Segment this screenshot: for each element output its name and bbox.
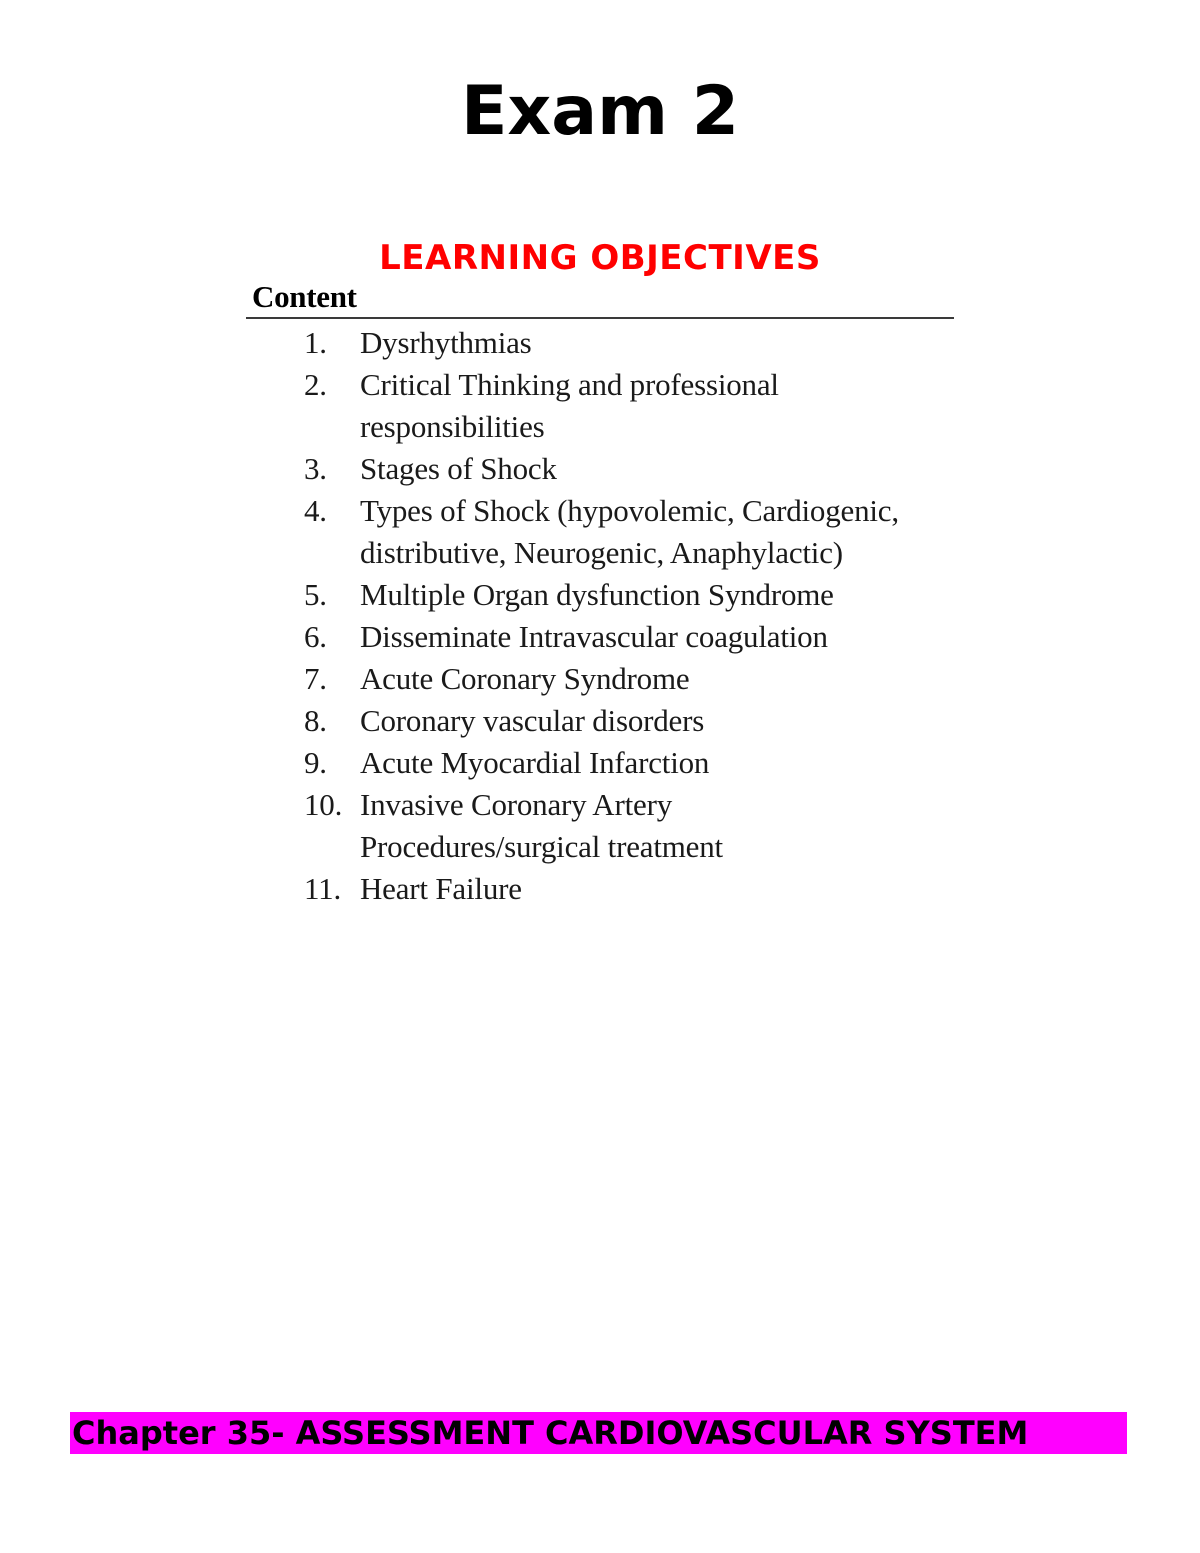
objective-number: 6. bbox=[304, 619, 327, 654]
objective-number: 11. bbox=[304, 871, 341, 906]
content-label: Content bbox=[252, 279, 357, 314]
objective-item bbox=[304, 868, 954, 910]
objective-item bbox=[304, 700, 954, 742]
objective-text: Types of Shock (hypovolemic, Cardiogenic, distributive, Neurogenic, Anaphylactic) bbox=[360, 493, 899, 570]
objective-text: Disseminate Intravascular coagulation bbox=[360, 619, 828, 654]
objective-item bbox=[304, 616, 954, 658]
chapter-heading-highlighted: Chapter 35- ASSESSMENT CARDIOVASCULAR SYSTEM bbox=[70, 1412, 1127, 1454]
objective-text: Stages of Shock bbox=[360, 451, 557, 486]
objective-number: 7. bbox=[304, 661, 327, 696]
objective-number: 3. bbox=[304, 451, 327, 486]
objective-text: Multiple Organ dysfunction Syndrome bbox=[360, 577, 834, 612]
objective-item bbox=[304, 448, 954, 490]
objective-number: 2. bbox=[304, 367, 327, 402]
objective-text: Dysrhythmias bbox=[360, 325, 532, 360]
objective-item bbox=[304, 742, 954, 784]
objective-text: Invasive Coronary Artery Procedures/surgical treatment bbox=[360, 787, 723, 864]
objective-item bbox=[304, 574, 964, 616]
objective-item bbox=[304, 322, 954, 364]
objective-number: 4. bbox=[304, 493, 327, 528]
content-divider bbox=[246, 317, 954, 319]
objective-number: 9. bbox=[304, 745, 327, 780]
objective-item bbox=[304, 784, 804, 868]
page-title: Exam 2 bbox=[460, 72, 740, 151]
objective-item bbox=[304, 490, 914, 574]
objective-item bbox=[304, 364, 864, 448]
learning-objectives-heading: LEARNING OBJECTIVES bbox=[379, 238, 821, 278]
objective-item bbox=[304, 658, 954, 700]
objectives-list bbox=[304, 322, 954, 910]
objective-text: Acute Myocardial Infarction bbox=[360, 745, 710, 780]
objective-text: Critical Thinking and professional responsibilities bbox=[360, 367, 779, 444]
objective-number: 1. bbox=[304, 325, 327, 360]
objective-text: Coronary vascular disorders bbox=[360, 703, 705, 738]
content-header bbox=[246, 278, 954, 319]
objective-number: 5. bbox=[304, 577, 327, 612]
objective-text: Acute Coronary Syndrome bbox=[360, 661, 690, 696]
objective-text: Heart Failure bbox=[360, 871, 522, 906]
objective-number: 8. bbox=[304, 703, 327, 738]
objective-number: 10. bbox=[304, 787, 343, 822]
